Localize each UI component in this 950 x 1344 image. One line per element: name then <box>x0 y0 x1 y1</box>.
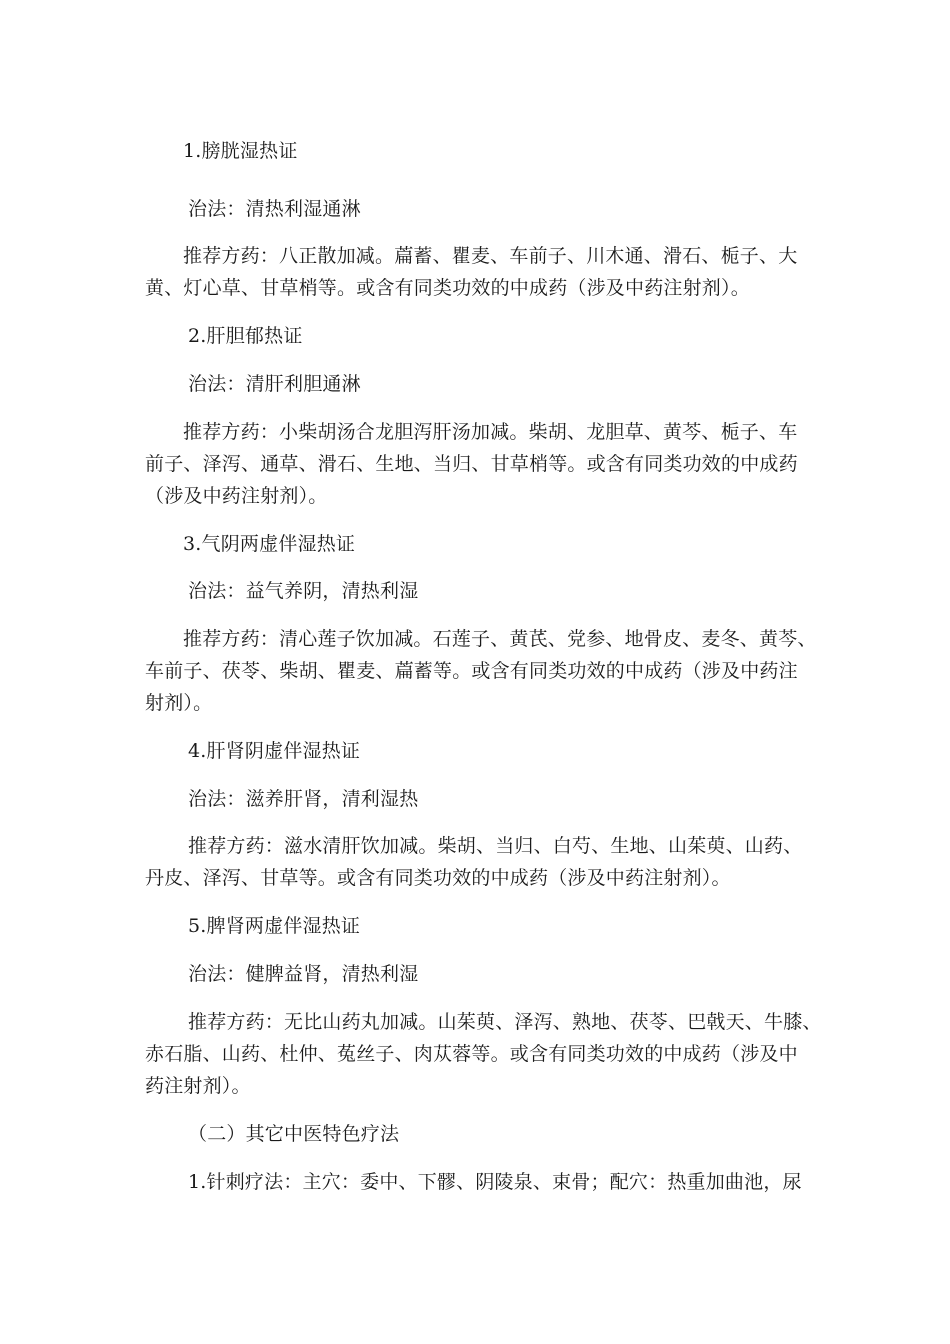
section-heading-spleen-kidney-deficiency: 5.脾肾两虚伴湿热证 <box>188 915 361 937</box>
section-heading-liver-kidney-yin-deficiency: 4.肝肾阴虚伴湿热证 <box>188 740 361 762</box>
prescription-line: 黄、灯心草、甘草梢等。或含有同类功效的中成药（涉及中药注射剂）。 <box>145 277 750 299</box>
section-heading-liver-gallbladder-heat: 2.肝胆郁热证 <box>188 325 303 347</box>
prescription-line: 前子、泽泻、通草、滑石、生地、当归、甘草梢等。或含有同类功效的中成药 <box>145 453 798 475</box>
treatment-method: 治法：健脾益肾，清热利湿 <box>188 963 419 985</box>
treatment-method: 治法：益气养阴，清热利湿 <box>188 580 419 602</box>
prescription-line: 推荐方药：八正散加减。萹蓄、瞿麦、车前子、川木通、滑石、栀子、大 <box>183 245 798 267</box>
prescription-line: （涉及中药注射剂）。 <box>145 485 328 507</box>
prescription-line: 推荐方药：小柴胡汤合龙胆泻肝汤加减。柴胡、龙胆草、黄芩、栀子、车 <box>183 421 798 443</box>
prescription-line: 推荐方药：滋水清肝饮加减。柴胡、当归、白芍、生地、山茱萸、山药、 <box>188 835 803 857</box>
prescription-line: 车前子、茯苓、柴胡、瞿麦、萹蓄等。或含有同类功效的中成药（涉及中药注 <box>145 660 798 682</box>
prescription-line: 赤石脂、山药、杜仲、菟丝子、肉苁蓉等。或含有同类功效的中成药（涉及中 <box>145 1043 798 1065</box>
section-heading-other-tcm-therapies: （二）其它中医特色疗法 <box>188 1123 400 1145</box>
treatment-method: 治法：滋养肝肾，清利湿热 <box>188 788 419 810</box>
treatment-method: 治法：清热利湿通淋 <box>188 198 361 220</box>
section-heading-bladder-damp-heat: 1.膀胱湿热证 <box>183 140 298 162</box>
section-heading-qi-yin-deficiency: 3.气阴两虚伴湿热证 <box>183 533 356 555</box>
prescription-line: 丹皮、泽泻、甘草等。或含有同类功效的中成药（涉及中药注射剂）。 <box>145 867 731 889</box>
prescription-line: 药注射剂）。 <box>145 1075 251 1097</box>
treatment-method: 治法：清肝利胆通淋 <box>188 373 361 395</box>
prescription-line: 射剂）。 <box>145 692 213 714</box>
prescription-line: 推荐方药：无比山药丸加减。山茱萸、泽泻、熟地、茯苓、巴戟天、牛膝、 <box>188 1011 822 1033</box>
prescription-line: 推荐方药：清心莲子饮加减。石莲子、黄芪、党参、地骨皮、麦冬、黄芩、 <box>183 628 817 650</box>
acupuncture-therapy-line: 1.针刺疗法：主穴：委中、下髎、阴陵泉、束骨；配穴：热重加曲池，尿 <box>188 1171 802 1193</box>
